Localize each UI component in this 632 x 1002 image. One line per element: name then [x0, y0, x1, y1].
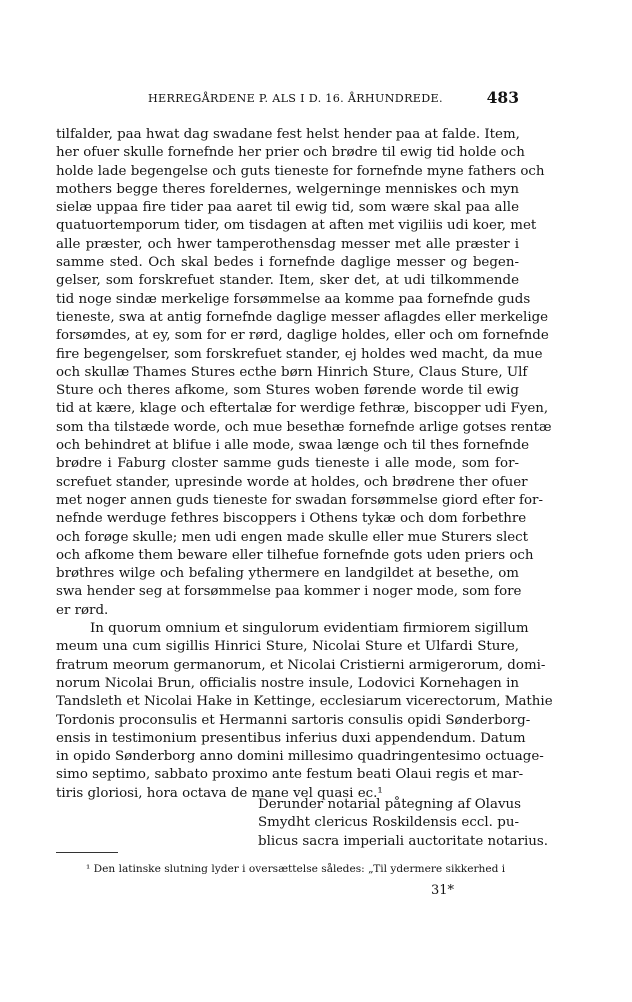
- endorsement-line: Smydht clericus Roskildensis eccl. pu-: [258, 815, 519, 831]
- text-line: brødre i Faburg closter samme guds tieneste i alle mode, som for-: [56, 456, 519, 472]
- text-line: tilfalder, paa hwat dag swadane fest helst hender paa at falde. Item,: [56, 127, 520, 142]
- text-line: Tordonis proconsulis et Hermanni sartoris consulis opidi Sønderborg-: [56, 712, 531, 728]
- text-line: in opido Sønderborg anno domini millesimo quadringentesimo octuage-: [56, 749, 544, 765]
- text-line: holde lade begengelse och guts tieneste for fornefnde myne fathers och: [56, 163, 545, 179]
- text-line: och forøge skulle; men udi engen made skulle eller mue Sturers slect: [56, 529, 529, 545]
- running-title: HERREGÅRDENE P. ALS I D. 16. ÅRHUNDREDE.: [148, 92, 443, 105]
- page-number: 483: [486, 88, 519, 107]
- text-line: norum Nicolai Brun, officialis nostre insule, Lodovici Kornehagen in: [56, 675, 519, 691]
- notarial-endorsement: [258, 796, 548, 851]
- main-text: [56, 126, 553, 803]
- text-line: swa hender seg at forsømmelse paa kommer i noger mode, som fore: [56, 584, 522, 600]
- text-line: quatuortemporum tider, om tisdagen at aften met vigiliis udi koer, met: [56, 218, 537, 234]
- text-line: mothers begge theres foreldernes, welgerninge menniskes och myn: [56, 181, 519, 197]
- text-line: fire begengelser, som forskrefuet stander, ej holdes wed macht, da mue: [56, 346, 543, 362]
- text-line: samme sted. Och skal bedes i fornefnde daglige messer og begen-: [56, 255, 519, 271]
- footnote-line: ¹ Den latinske slutning lyder i oversættelse således: „Til ydermere sikkerhed i: [86, 863, 506, 875]
- text-line: som tha tilstæde worde, och mue besethæ fornefnde arlige gotses rentæ: [56, 419, 552, 435]
- text-line: brøthres wilge och befaling ythermere en landgildet at besethe, om: [56, 566, 519, 582]
- text-line: simo septimo, sabbato proximo ante festum beati Olaui regis et mar-: [56, 767, 524, 783]
- text-line: Sture och theres afkome, som Stures woben førende worde til ewig: [56, 383, 519, 399]
- text-line: forsømdes, at ey, som for er rørd, daglige holdes, eller och om fornefnde: [56, 328, 549, 344]
- text-line: gelser, som forskrefuet stander. Item, sker det, at udi tilkommende: [56, 273, 519, 289]
- text-line: nefnde werduge fethres biscoppers i Othens tykæ och dom forbethre: [56, 511, 527, 527]
- text-line: och behindret at blifue i alle mode, swaa længe och til thes fornefnde: [56, 438, 530, 454]
- text-line: screfuet stander, upresinde worde at holdes, och brødrene ther ofuer: [56, 474, 528, 490]
- text-line: In quorum omnium et singulorum evidentiam firmiorem sigillum: [90, 621, 529, 637]
- text-line: och afkome them beware eller tilhefue fornefnde gots uden priers och: [56, 547, 534, 563]
- text-line: tid at kære, klage och eftertalæ for werdige fethræ, biscopper udi Fyen,: [56, 401, 549, 417]
- text-line: er rørd.: [56, 602, 109, 618]
- text-line: ensis in testimonium presentibus inferius duxi appendendum. Datum: [56, 730, 526, 746]
- footnote-divider: [56, 852, 118, 853]
- text-line: alle præster, och hwer tamperothensdag messer met alle præster i: [56, 236, 519, 252]
- endorsement-line: blicus sacra imperiali auctoritate notarius.: [258, 833, 548, 849]
- printer-signature-mark: 31*: [431, 883, 455, 898]
- text-line: her ofuer skulle fornefnde her prier och brødre til ewig tid holde och: [56, 145, 525, 161]
- text-line: Tandsleth et Nicolai Hake in Kettinge, ecclesiarum vicerectorum, Mathie: [56, 694, 553, 710]
- text-line: fratrum meorum germanorum, et Nicolai Cristierni armigerorum, domi-: [56, 657, 546, 673]
- text-line: meum una cum sigillis Hinrici Sture, Nicolai Sture et Ulfardi Sture,: [56, 639, 519, 655]
- endorsement-line: Derunder notarial påtegning af Olavus: [258, 797, 522, 812]
- page-header: [56, 90, 519, 110]
- text-line: tiris gloriosi, hora octava de mane vel quasi ec.¹: [56, 785, 383, 801]
- text-line: tid noge sindæ merkelige forsømmelse aa komme paa fornefnde guds: [56, 291, 531, 307]
- text-line: tieneste, swa at antig fornefnde daglige messer aflagdes eller merkelige: [56, 309, 549, 325]
- text-line: sielæ uppaa fire tider paa aaret til ewig tid, som wære skal paa alle: [56, 200, 519, 216]
- footnote: [56, 862, 519, 876]
- text-line: och skullæ Thames Stures ecthe børn Hinrich Sture, Claus Sture, Ulf: [56, 364, 528, 380]
- text-line: met noger annen guds tieneste for swadan forsømmelse giord efter for-: [56, 492, 543, 508]
